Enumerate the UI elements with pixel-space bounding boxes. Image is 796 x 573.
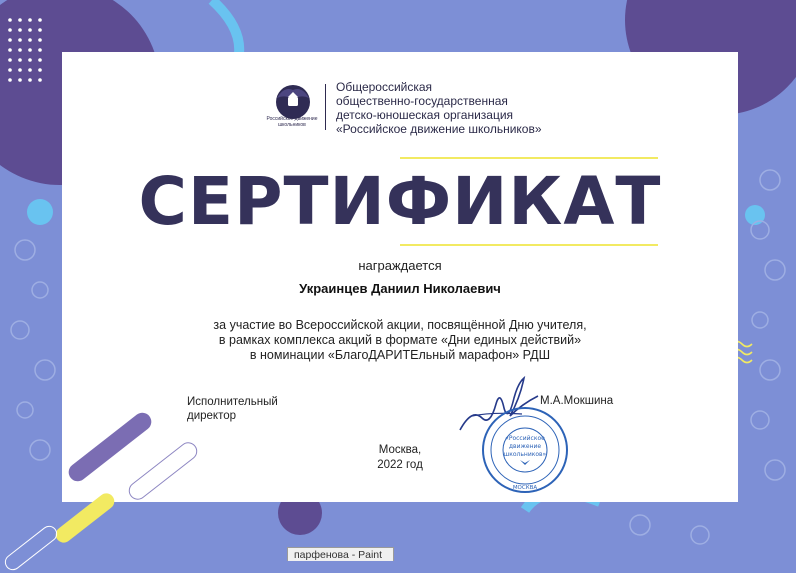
org-line: «Российское движение школьников» [336,122,542,136]
signer-position [187,395,278,423]
logo-caption: Российское движение школьников [266,116,318,128]
certificate-title: СЕРТИФИКАТ [138,163,662,240]
official-stamp [480,405,570,495]
title-accent-line [400,157,658,159]
org-line: детско-юношеская организация [336,108,514,122]
stamp-text: школьников» [503,451,547,458]
org-line: Общероссийская [336,80,433,94]
city-label: Москва, [378,444,422,456]
position-line: Исполнительный [187,396,278,408]
description-line: в рамках комплекса акций в формате «Дни единых действий» [218,333,582,347]
recipient-name: Украинцев Даниил Николаевич [299,281,501,296]
description-line: в номинации «БлагоДАРИТЕльный марафон» РДШ [249,348,551,362]
description-line: за участие во Всероссийской акции, посвящённой Дню учителя, [213,318,587,332]
place-date [340,443,460,473]
award-description [62,318,738,363]
organization-name [336,80,596,136]
logo-divider [325,84,326,130]
position-line: директор [187,410,237,422]
year-label: 2022 год [377,459,423,471]
awarded-label: награждается [358,258,442,273]
title-accent-line [400,244,658,246]
stamp-text: движение [508,443,542,450]
org-line: общественно-государственная [336,94,508,108]
signer-name: М.А.Мокшина [540,395,614,407]
stamp-text: «Российское [505,435,545,442]
stamp-text: МОСКВА [512,485,538,491]
taskbar-tooltip[interactable]: парфенова - Paint [287,547,394,561]
